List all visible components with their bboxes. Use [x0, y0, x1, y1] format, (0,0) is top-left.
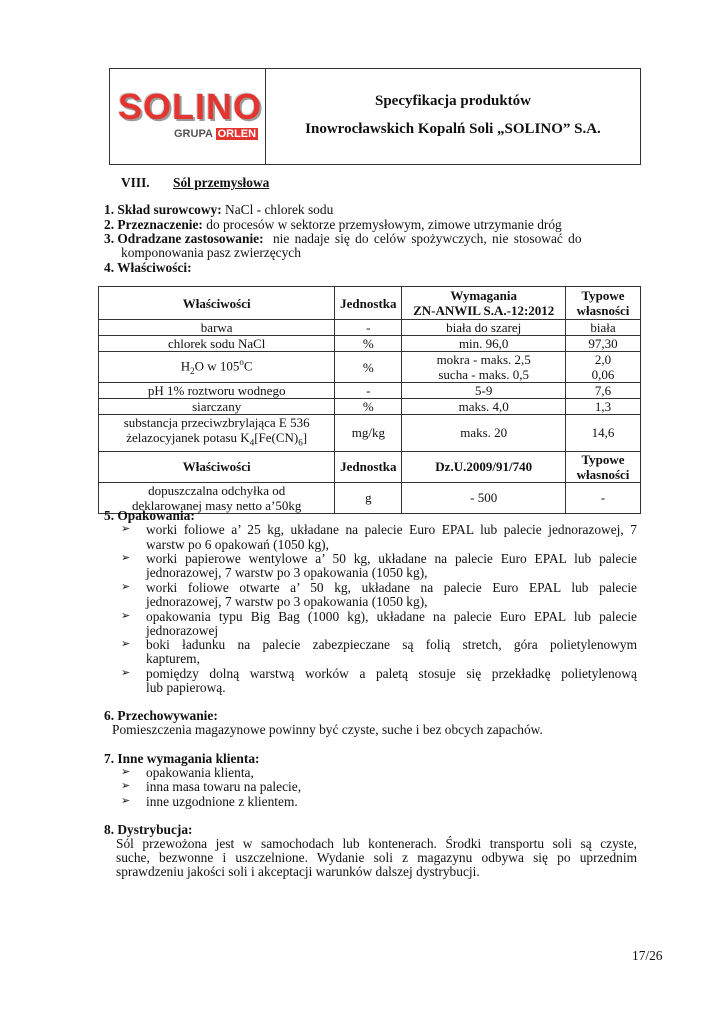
inne-label: 7. Inne wymagania klienta: — [104, 751, 260, 766]
arrow-bullet-icon: ➢ — [121, 765, 131, 778]
table-row: $H_2O$ w 105$^o$C % mokra - maks. 2,5 sucha - maks. 0,5 2,0 0,06 — [99, 352, 641, 383]
table-row: pH 1% roztworu wodnego - 5-9 7,6 — [99, 383, 641, 399]
przechowywanie-label: 6. Przechowywanie: — [104, 708, 218, 723]
document-title-line1: Specyfikacja produktów — [375, 93, 531, 109]
list-item: inne uzgodnione z klientem. — [146, 794, 298, 809]
list-item: worki papierowe wentylowe a’ 50 kg, układane na palecie Euro EPAL lub palecie — [146, 551, 637, 566]
properties-table — [98, 286, 641, 514]
header-cell: Właściwości — [99, 287, 335, 320]
list-item: opakowania klienta, — [146, 765, 254, 780]
solino-logo — [118, 86, 263, 149]
header-cell: Typowe własności — [566, 287, 641, 320]
item-przeznaczenie — [104, 217, 562, 232]
arrow-bullet-icon: ➢ — [121, 609, 131, 622]
list-item-cont: kapturem, — [146, 651, 200, 666]
item-sklad-label: 1. Skład surowcowy: — [104, 202, 222, 217]
arrow-bullet-icon: ➢ — [121, 637, 131, 650]
list-item: opakowania typu Big Bag (1000 kg), układane na palecie Euro EPAL lub palecie — [146, 609, 637, 624]
item-przeznaczenie-value: do procesów w sektorze przemysłowym, zimowe utrzymanie dróg — [206, 217, 562, 232]
arrow-bullet-icon: ➢ — [121, 580, 131, 593]
item-odradzane-cont: komponowania pasz zwierzęcych — [121, 245, 301, 260]
dystrybucja-label: 8. Dystrybucja: — [104, 822, 193, 837]
list-item: pomiędzy dolną warstwą worków a paletą stosuje się przekładkę polietylenową — [146, 666, 637, 681]
document-header — [109, 68, 641, 165]
list-item: worki foliowe otwarte a’ 50 kg, układane na palecie Euro EPAL lub palecie — [146, 580, 637, 595]
list-item-cont: warstw po 6 opakowań (1050 kg), — [146, 537, 329, 552]
section-title: Sól przemysłowa — [173, 175, 270, 190]
przechowywanie-text: Pomieszczenia magazynowe powinny być czyste, suche i bez obcych zapachów. — [112, 722, 543, 737]
opakowania-label: 5. Opakowania: — [104, 508, 195, 523]
item-wlasciwosci-label: 4. Właściwości: — [104, 260, 192, 275]
header-cell: Jednostka — [335, 287, 402, 320]
header-cell: Wymagania ZN-ANWIL S.A.-12:2012 — [402, 287, 566, 320]
table-row: siarczany % maks. 4,0 1,3 — [99, 399, 641, 415]
header-divider — [265, 69, 266, 164]
dystrybucja-line1: Sól przewożona jest w samochodach lub kontenerach. Środki transportu soli są czyste, — [116, 836, 637, 851]
arrow-bullet-icon: ➢ — [121, 666, 131, 679]
list-item-cont: jednorazowej — [146, 623, 219, 638]
arrow-bullet-icon: ➢ — [121, 779, 131, 792]
logo-orlen-word: ORLEN — [217, 128, 257, 140]
arrow-bullet-icon: ➢ — [121, 794, 131, 807]
list-item: boki ładunku na palecie zabezpieczane są folią stretch, góra polietylenowym — [146, 637, 637, 652]
item-przeznaczenie-label: 2. Przeznaczenie: — [104, 217, 203, 232]
list-item-cont: jednorazowej, 7 warstw po 3 opakowania (1050 kg), — [146, 565, 428, 580]
logo-group — [174, 127, 258, 141]
dystrybucja-line2: suche, bezwonne i uszczelnione. Wydanie soli z magazynu odbywa się po uprzednim — [116, 850, 637, 865]
item-sklad-value: NaCl - chlorek sodu — [225, 202, 334, 217]
arrow-bullet-icon: ➢ — [121, 551, 131, 564]
document-title-line2: Inowrocławskich Kopalń Soli „SOLINO” S.A. — [305, 121, 601, 137]
section-number: VIII. — [121, 175, 150, 190]
dystrybucja-line3: sprawdzeniu jakości soli i akceptacji warunków dalszej dystrybucji. — [116, 864, 480, 879]
table-row: dopuszczalna odchyłka od deklarowanej masy netto a’50kg g - 500 - — [99, 482, 641, 513]
list-item-cont: jednorazowej, 7 warstw po 3 opakowania (1050 kg), — [146, 594, 428, 609]
logo-group-word: GRUPA — [174, 128, 213, 140]
table-row: barwa - biała do szarej biała — [99, 320, 641, 336]
table-row: substancja przeciwzbrylająca E 536 żelazocyjanek potasu $K_4[Fe(CN)_6]$ mg/kg maks. 20 14,6 — [99, 415, 641, 452]
page-number: 17/26 — [632, 948, 663, 963]
table-header-row — [99, 287, 641, 320]
arrow-bullet-icon: ➢ — [121, 522, 131, 535]
item-odradzane-label: 3. Odradzane zastosowanie: — [104, 231, 264, 246]
list-item-cont: lub papierową. — [146, 680, 226, 695]
item-sklad — [104, 202, 333, 217]
item-odradzane-value: nie nadaje się do celów spożywczych, nie stosować do — [272, 231, 582, 246]
logo-text: SOLINO — [118, 86, 263, 127]
table-row: chlorek sodu NaCl % min. 96,0 97,30 — [99, 336, 641, 352]
list-item: inna masa towaru na palecie, — [146, 779, 302, 794]
list-item: worki foliowe a’ 25 kg, układane na palecie Euro EPAL lub palecie jednorazowej, 7 — [146, 522, 637, 537]
item-odradzane — [104, 231, 582, 246]
table-header-row-2: Właściwości Jednostka Dz.U.2009/91/740 Typowe własności — [99, 451, 641, 482]
